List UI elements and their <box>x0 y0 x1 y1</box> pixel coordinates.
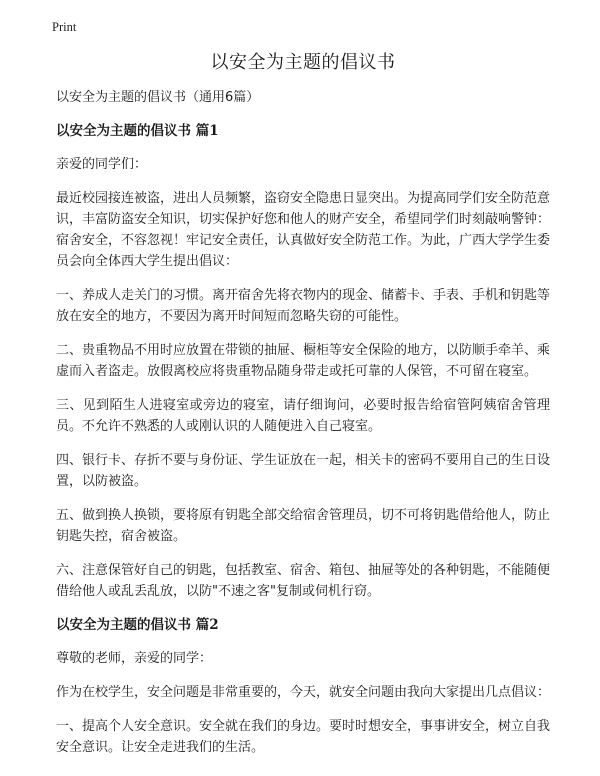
paragraph: 最近校园接连被盗，进出人员频繁，盗窃安全隐患日显突出。为提高同学们安全防范意识，丰富防盗安全知识，切实保护好您和他人的财产安全，希望同学们时刻敲响警钟：宿舍安全，不容忽视！牢记安全责任，认真做好安全防范工作。为此，广西大学学生委员会向全体西大学生提出倡议： <box>56 191 551 269</box>
paragraph: 二、贵重物品不用时应放置在带锁的抽屉、橱柜等安全保险的地方，以防顺手牵羊、乘虚而入者盗走。放假离校应将贵重物品随身带走或托可靠的人保管，不可留在寝室。 <box>56 343 551 379</box>
paragraph: 三、见到陌生人进寝室或旁边的寝室，请仔细询问，必要时报告给宿管阿姨宿舍管理员。不允许不熟悉的人或刚认识的人随便进入自己寝室。 <box>56 398 550 434</box>
paragraph: 一、提高个人安全意识。安全就在我们的身边。要时时想安全，事事讲安全，树立自我安全意识。让安全走进我们的生活。 <box>56 719 551 755</box>
print-link[interactable]: Print <box>52 20 77 34</box>
document-title: 以安全为主题的倡议书 <box>210 52 396 73</box>
section-1 <box>56 121 550 602</box>
paragraph: 四、银行卡、存折不要与身份证、学生证放在一起，相关卡的密码不要用自己的生日设置，以防被盗。 <box>56 453 551 489</box>
salutation: 尊敬的老师，亲爱的同学： <box>56 651 213 666</box>
section-heading: 以安全为主题的倡议书 篇1 <box>56 123 219 139</box>
paragraph: 六、注意保管好自己的钥匙，包括教室、宿舍、箱包、抽屉等处的各种钥匙，不能随便借给他人或乱丢乱放，以防"不速之客"复制或伺机行窃。 <box>56 563 551 599</box>
document <box>56 50 550 771</box>
salutation: 亲爱的同学们： <box>56 157 148 172</box>
document-subtitle: 以安全为主题的倡议书（通用6篇） <box>56 90 260 105</box>
paragraph: 作为在校学生，安全问题是非常重要的，今天，就安全问题由我向大家提出几点倡议： <box>56 685 551 700</box>
section-heading: 以安全为主题的倡议书 篇2 <box>56 617 219 633</box>
paragraph: 一、养成人走关门的习惯。离开宿舍先将衣物内的现金、储蓄卡、手表、手机和钥匙等放在安全的地方，不要因为离开时间短而忽略失窃的可能性。 <box>56 288 551 324</box>
section-2 <box>56 615 550 758</box>
paragraph: 五、做到换人换锁，要将原有钥匙全部交给宿舍管理员，切不可将钥匙借给他人，防止钥匙失控，宿舍被盗。 <box>56 508 551 544</box>
